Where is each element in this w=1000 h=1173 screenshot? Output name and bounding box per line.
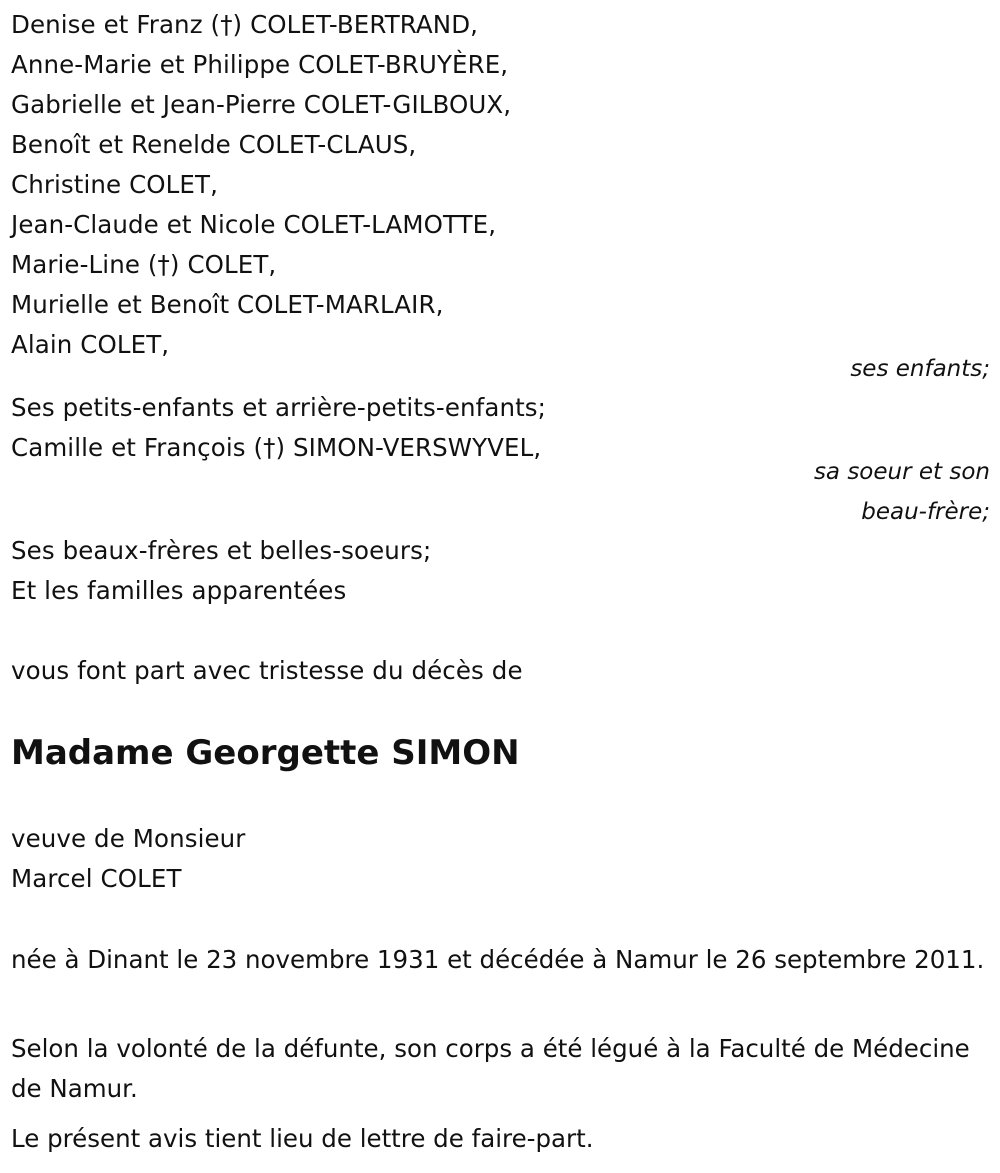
children-role: ses enfants;: [850, 356, 990, 382]
birth-death-paragraph: née à Dinant le 23 novembre 1931 et décédée à Namur le 26 septembre 2011.: [11, 945, 985, 974]
child-line: Anne-Marie et Philippe COLET-BRUYÈRE,: [11, 50, 509, 79]
child-line: Marie-Line (†) COLET,: [11, 250, 277, 279]
families-line: Et les familles apparentées: [11, 576, 347, 605]
child-line: Denise et Franz (†) COLET-BERTRAND,: [11, 10, 479, 39]
widow-line-1: veuve de Monsieur: [11, 824, 246, 853]
announcement-line: vous font part avec tristesse du décès de: [11, 656, 523, 685]
child-line: Gabrielle et Jean-Pierre COLET-GILBOUX,: [11, 90, 512, 119]
sister-role-line-2: beau-frère;: [861, 499, 990, 525]
sister-couple-line: Camille et François (†) SIMON-VERSWYVEL,: [11, 433, 542, 462]
body-donation-paragraph: Selon la volonté de la défunte, son corps a été légué à la Faculté de Médecine de Namur.: [11, 1034, 970, 1103]
child-line: Jean-Claude et Nicole COLET-LAMOTTE,: [11, 210, 497, 239]
child-line: Benoît et Renelde COLET-CLAUS,: [11, 130, 417, 159]
child-line: Christine COLET,: [11, 170, 218, 199]
widow-line-2: Marcel COLET: [11, 864, 182, 893]
in-laws-line: Ses beaux-frères et belles-soeurs;: [11, 536, 432, 565]
notice-paragraph: Le présent avis tient lieu de lettre de faire-part.: [11, 1124, 594, 1153]
grandchildren-line: Ses petits-enfants et arrière-petits-enfants;: [11, 393, 547, 422]
deceased-name: Madame Georgette SIMON: [11, 733, 520, 773]
child-line: Murielle et Benoît COLET-MARLAIR,: [11, 290, 444, 319]
child-line: Alain COLET,: [11, 330, 170, 359]
sister-role-line-1: sa soeur et son: [813, 459, 990, 485]
